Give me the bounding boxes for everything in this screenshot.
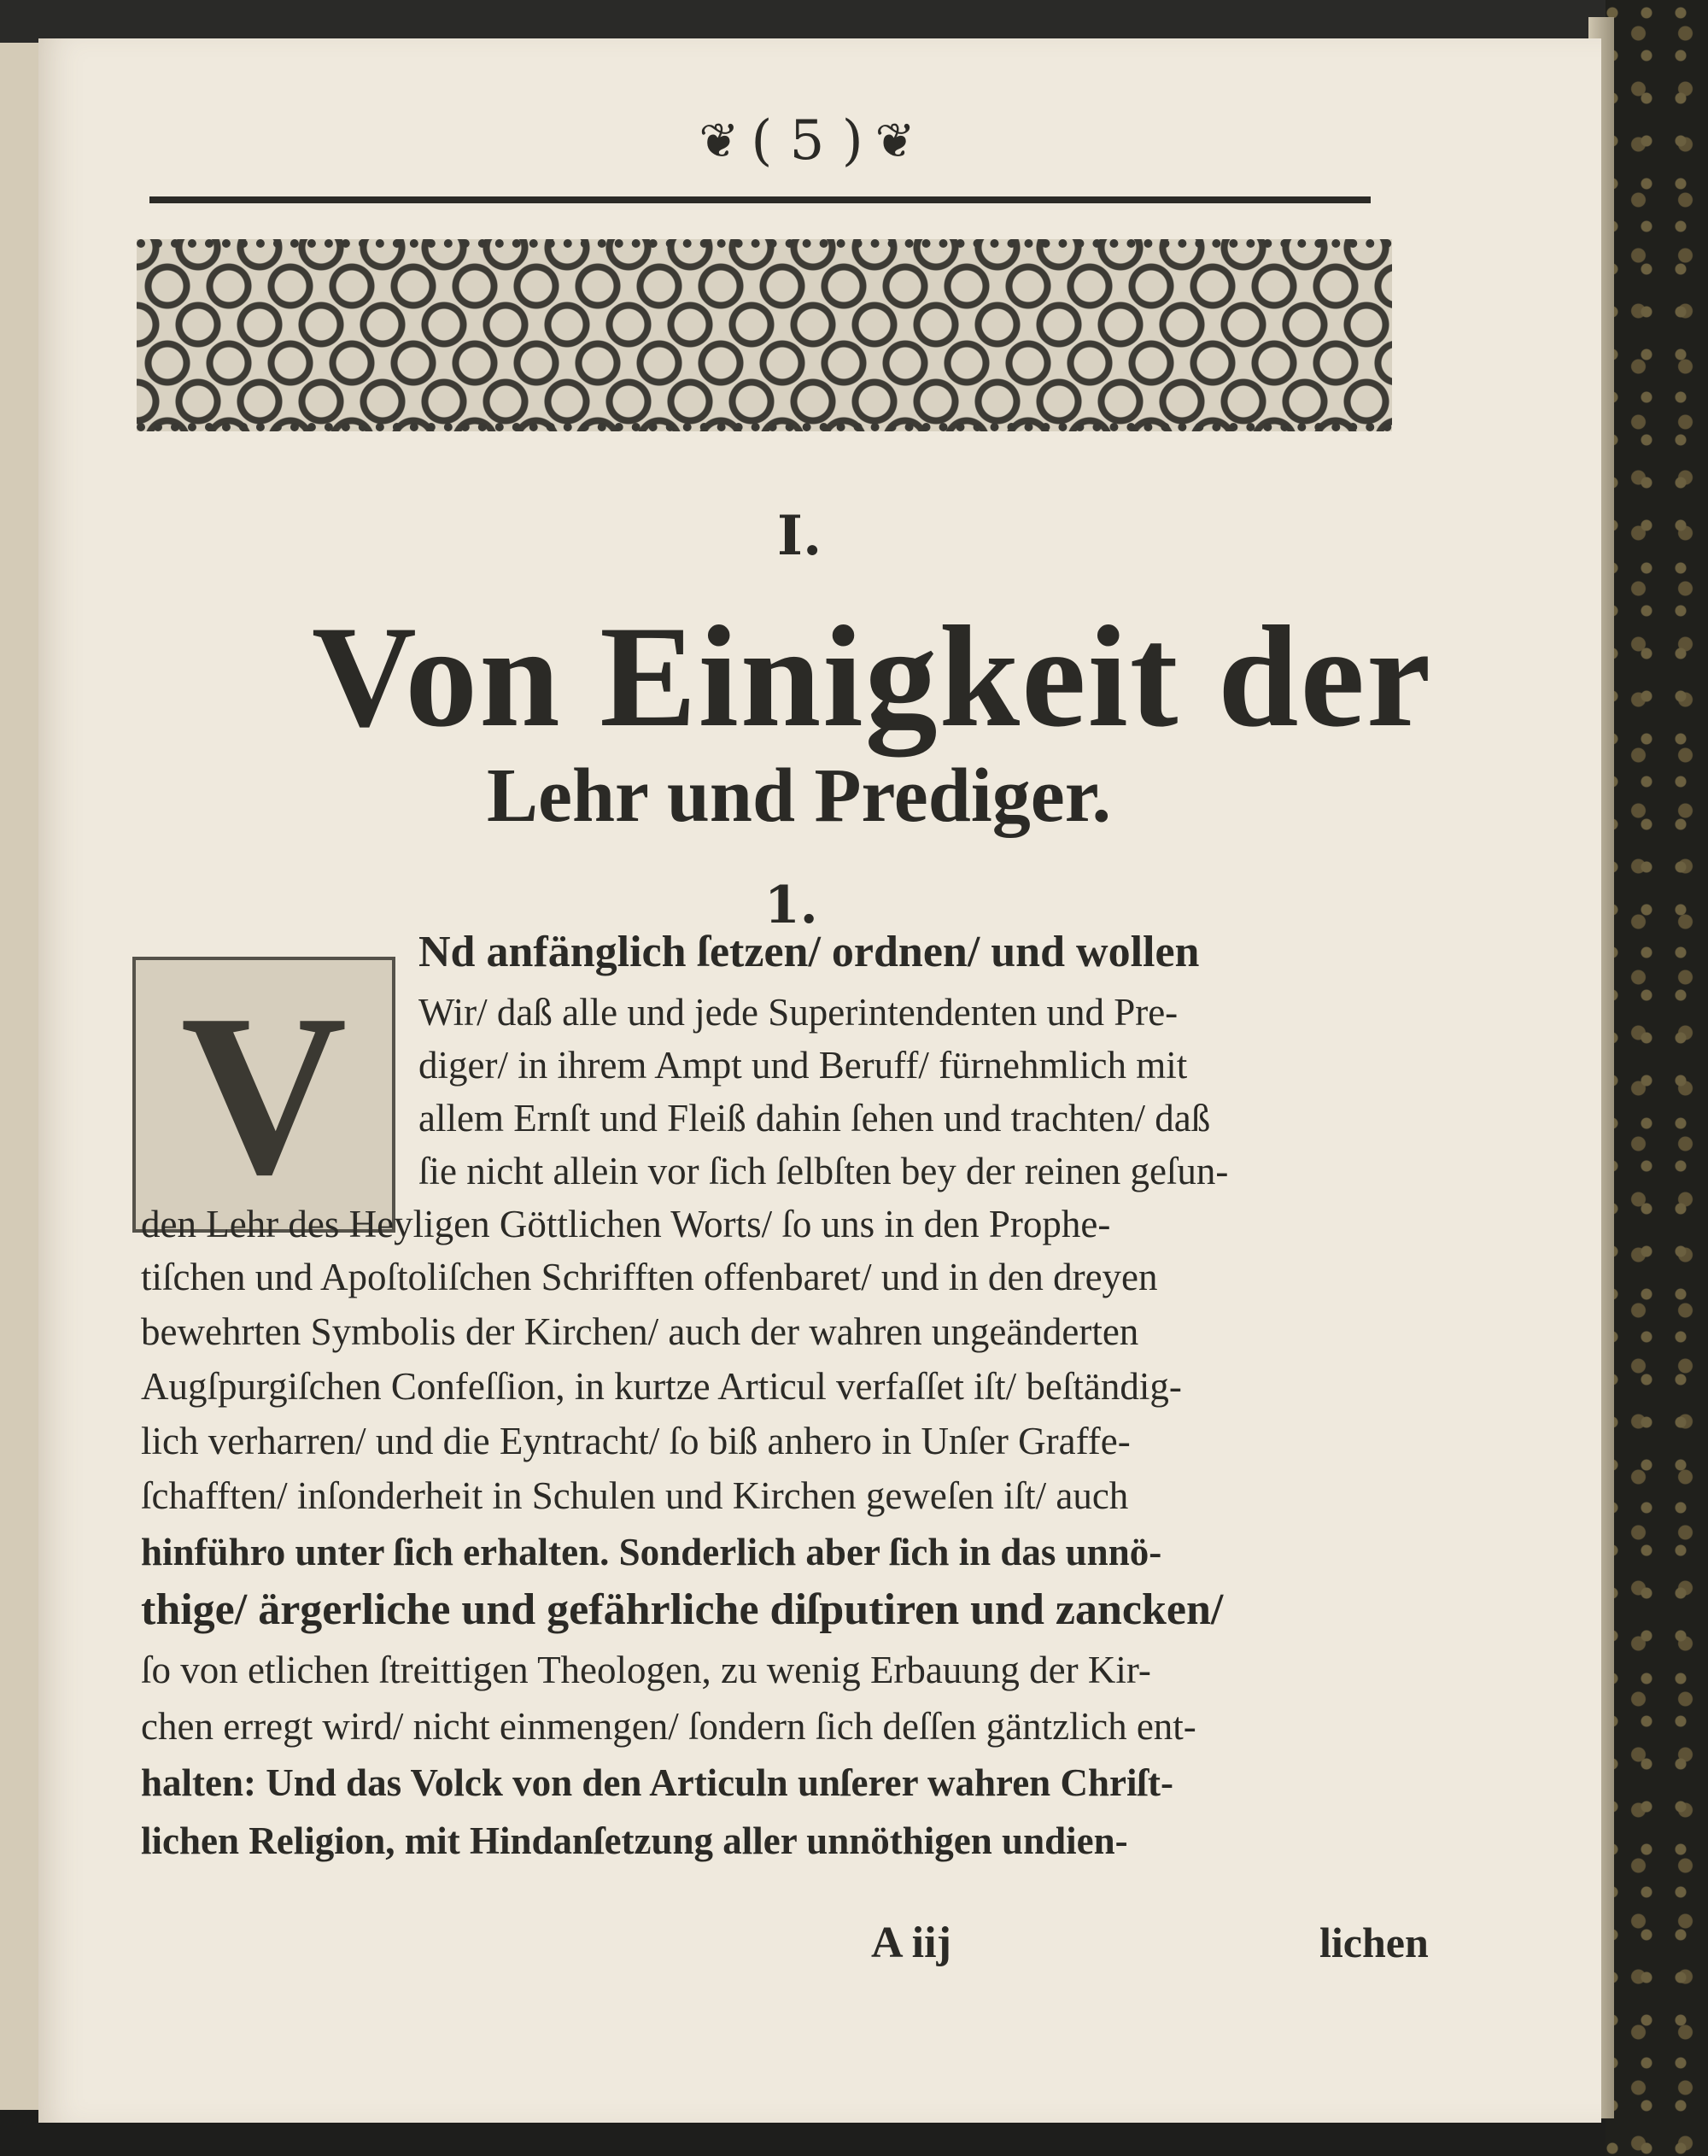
- catchword: lichen: [1319, 1919, 1429, 1966]
- initial-letter: V: [180, 966, 348, 1222]
- page-number: ( 5 ): [751, 109, 863, 173]
- facing-page-edge: [0, 43, 43, 2110]
- text-line: diger/ in ihrem Ampt und Beruff/ fürnehmlich mit: [418, 1044, 1188, 1087]
- text-line: halten: Und das Volck von den Articuln unſerer wahren Chriſt-: [141, 1761, 1173, 1804]
- header-rule: [149, 196, 1371, 203]
- text-line: lichen Religion, mit Hindanſetzung aller unnöthigen undien-: [141, 1819, 1128, 1862]
- text-line: bewehrten Symbolis der Kirchen/ auch der wahren ungeänderten: [141, 1310, 1139, 1353]
- section-title-line1: Von Einigkeit der: [312, 596, 1433, 757]
- ornamental-band: [137, 239, 1392, 431]
- fleuron-icon: ❦: [699, 113, 740, 169]
- text-line: chen erregt wird/ nicht einmengen/ ſondern ſich deſſen gäntzlich ent-: [141, 1705, 1196, 1748]
- paragraph-number: 1.: [764, 876, 818, 935]
- text-line: ſo von etlichen ſtreittigen Theologen, zu wenig Erbauung der Kir-: [141, 1649, 1151, 1691]
- text-line: thige/ ärgerliche und gefährliche diſputiren und zancken/: [141, 1585, 1224, 1634]
- text-line: Nd anfänglich ſetzen/ ordnen/ und wollen: [418, 928, 1200, 976]
- text-line: tiſchen und Apoſtoliſchen Schrifften offenbaret/ und in den dreyen: [141, 1256, 1158, 1298]
- text-line: lich verharren/ und die Eyntracht/ ſo biß anhero in Unſer Graffe-: [141, 1420, 1131, 1462]
- book-page: [38, 38, 1601, 2123]
- page-header: [628, 98, 986, 184]
- text-line: Augſpurgiſchen Confeſſion, in kurtze Articul verfaſſet iſt/ beſtändig-: [141, 1365, 1182, 1408]
- decorated-initial: [132, 957, 395, 1233]
- text-line: hinführo unter ſich erhalten. Sonderlich aber ſich in das unnö-: [141, 1531, 1162, 1573]
- text-line: ſchafften/ inſonderheit in Schulen und Kirchen geweſen iſt/ auch: [141, 1474, 1129, 1517]
- fleuron-icon: ❦: [874, 113, 915, 169]
- text-line: den Lehr des Heyligen Göttlichen Worts/ ſo uns in den Prophe-: [141, 1203, 1111, 1245]
- text-line: Wir/ daß alle und jede Superintendenten und Pre-: [418, 991, 1179, 1034]
- text-line: ſie nicht allein vor ſich ſelbſten bey der reinen geſun-: [418, 1150, 1229, 1192]
- signature-mark: A iij: [871, 1919, 951, 1967]
- section-number: I.: [777, 504, 822, 568]
- text-line: allem Ernſt und Fleiß dahin ſehen und trachten/ daß: [418, 1097, 1211, 1140]
- book-cover-edge: [1606, 0, 1708, 2156]
- section-title-line2: Lehr und Prediger.: [487, 753, 1111, 838]
